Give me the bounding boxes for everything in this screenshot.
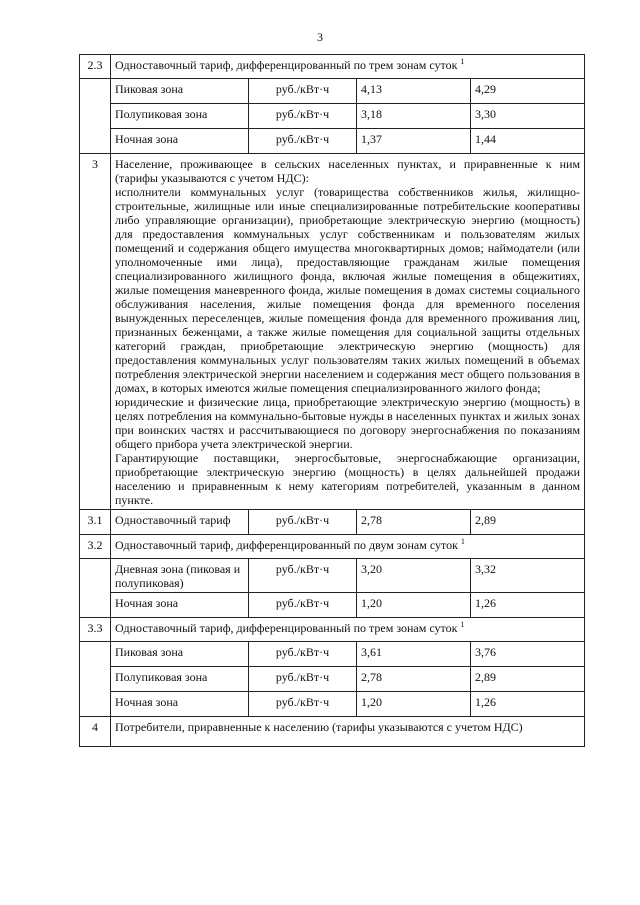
- paragraph: исполнители коммунальных услуг (товарищества собственников жилья, жилищно-строительные, жилищные или иные специализированные потребительские кооперативы либо управляющие организации), приобретающие электрическую энергию (мощность) для предоставления коммунальных услуг собственникам и пользователям жилых помещений и содержания общего имущества многоквартирных домов; наймодатели (или уполномоченные ими лица), предоставляющие гражданам жилые помещения специализированного жилищного фонда, включая жилые помещения в общежитиях, жилые помещения маневренного фонда, жилые помещения в домах системы социального обслуживания населения, жилые помещения фонда для временного поселения вынужденных переселенцев, жилые помещения фонда для временного проживания лиц, признанных беженцами, а также жилые помещения для социальной защиты отдельных категорий граждан, приобретающие электрическую энергию (мощность) для предоставления коммунальных услуг пользователям таких жилых помещений в объемах потребления электрической энергии населением и содержания мест общего пользования в домах, в которых имеются жилые помещения специализированного жилого фонда;: [115, 185, 581, 395]
- section-row-3-3: [80, 618, 585, 642]
- value-cell-1: 3,61: [357, 642, 471, 667]
- value-cell-2: 3,30: [471, 104, 585, 129]
- value-cell-1: 1,20: [357, 692, 471, 717]
- page-number: 3: [317, 30, 323, 44]
- value-cell-1: 1,37: [357, 129, 471, 154]
- value-cell-2: 3,76: [471, 642, 585, 667]
- row-number: 3: [80, 154, 111, 510]
- table-row: [80, 593, 585, 618]
- value-cell-2: 1,26: [471, 593, 585, 618]
- table-row: [80, 79, 585, 104]
- row-number: 2.3: [80, 55, 111, 79]
- unit-cell: руб./кВт·ч: [249, 129, 357, 154]
- unit-cell: руб./кВт·ч: [249, 692, 357, 717]
- row-number: 3.2: [80, 535, 111, 559]
- row-number: 3.1: [80, 510, 111, 535]
- table-row: [80, 559, 585, 593]
- value-cell-1: 3,18: [357, 104, 471, 129]
- table-row: [80, 692, 585, 717]
- zone-cell: Дневная зона (пиковая и полупиковая): [111, 559, 249, 593]
- section-row-3: [80, 154, 585, 510]
- unit-cell: руб./кВт·ч: [249, 559, 357, 593]
- value-cell-1: 2,78: [357, 667, 471, 692]
- zone-cell: Полупиковая зона: [111, 667, 249, 692]
- zone-cell: Пиковая зона: [111, 642, 249, 667]
- section-title: [111, 55, 585, 79]
- value-cell-1: 1,20: [357, 593, 471, 618]
- section-row-4: [80, 717, 585, 747]
- value-cell-2: 1,26: [471, 692, 585, 717]
- row-number-empty: [80, 642, 111, 717]
- unit-cell: руб./кВт·ч: [249, 79, 357, 104]
- unit-cell: руб./кВт·ч: [249, 667, 357, 692]
- unit-cell: руб./кВт·ч: [249, 104, 357, 129]
- section-row-2-3: [80, 55, 585, 79]
- value-cell-2: 1,44: [471, 129, 585, 154]
- table-row: [80, 129, 585, 154]
- zone-cell: Полупиковая зона: [111, 104, 249, 129]
- section-row-3-1: [80, 510, 585, 535]
- row-number-empty: [80, 79, 111, 154]
- paragraph: Население, проживающее в сельских населенных пунктах, и приравненные к ним (тарифы указываются с учетом НДС):: [115, 157, 581, 185]
- row-number-empty: [80, 559, 111, 618]
- zone-cell: Пиковая зона: [111, 79, 249, 104]
- section-title-text: Одноставочный тариф, дифференцированный по трем зонам суток: [115, 621, 458, 635]
- value-cell-2: 4,29: [471, 79, 585, 104]
- unit-cell: руб./кВт·ч: [249, 593, 357, 618]
- section-title-text: Одноставочный тариф, дифференцированный по двум зонам суток: [115, 538, 458, 552]
- zone-cell: Ночная зона: [111, 692, 249, 717]
- value-cell-1: 3,20: [357, 559, 471, 593]
- paragraph: юридические и физические лица, приобретающие электрическую энергию (мощность) в целях потребления на коммунально-бытовые нужды в населенных пунктах и жилых зонах при воинских частях и рассчитывающиеся по договору энергоснабжения по показаниям общего прибора учета электрической энергии.: [115, 395, 581, 451]
- section-description: [111, 154, 585, 510]
- section-title: Потребители, приравненные к населению (тарифы указываются с учетом НДС): [111, 717, 585, 747]
- footnote-mark: 1: [460, 537, 465, 546]
- value-cell-2: 2,89: [471, 667, 585, 692]
- zone-cell: Ночная зона: [111, 593, 249, 618]
- footnote-mark: 1: [460, 620, 465, 629]
- section-title: [111, 535, 585, 559]
- section-title: [111, 618, 585, 642]
- unit-cell: руб./кВт·ч: [249, 642, 357, 667]
- section-title-text: Одноставочный тариф, дифференцированный по трем зонам суток: [115, 58, 458, 72]
- value-cell-2: 3,32: [471, 559, 585, 593]
- value-cell-1: 2,78: [357, 510, 471, 535]
- zone-cell: Одноставочный тариф: [111, 510, 249, 535]
- zone-cell: Ночная зона: [111, 129, 249, 154]
- row-number: 4: [80, 717, 111, 747]
- table-row: [80, 104, 585, 129]
- section-row-3-2: [80, 535, 585, 559]
- unit-cell: руб./кВт·ч: [249, 510, 357, 535]
- value-cell-1: 4,13: [357, 79, 471, 104]
- tariff-table: [79, 54, 585, 747]
- value-cell-2: 2,89: [471, 510, 585, 535]
- table-row: [80, 667, 585, 692]
- footnote-mark: 1: [460, 57, 465, 66]
- table-row: [80, 642, 585, 667]
- paragraph: Гарантирующие поставщики, энергосбытовые, энергоснабжающие организации, приобретающие электрическую энергию (мощность) в целях дальнейшей продажи населению и приравненным к нему категориям потребителей, указанным в данном пункте.: [115, 451, 581, 507]
- row-number: 3.3: [80, 618, 111, 642]
